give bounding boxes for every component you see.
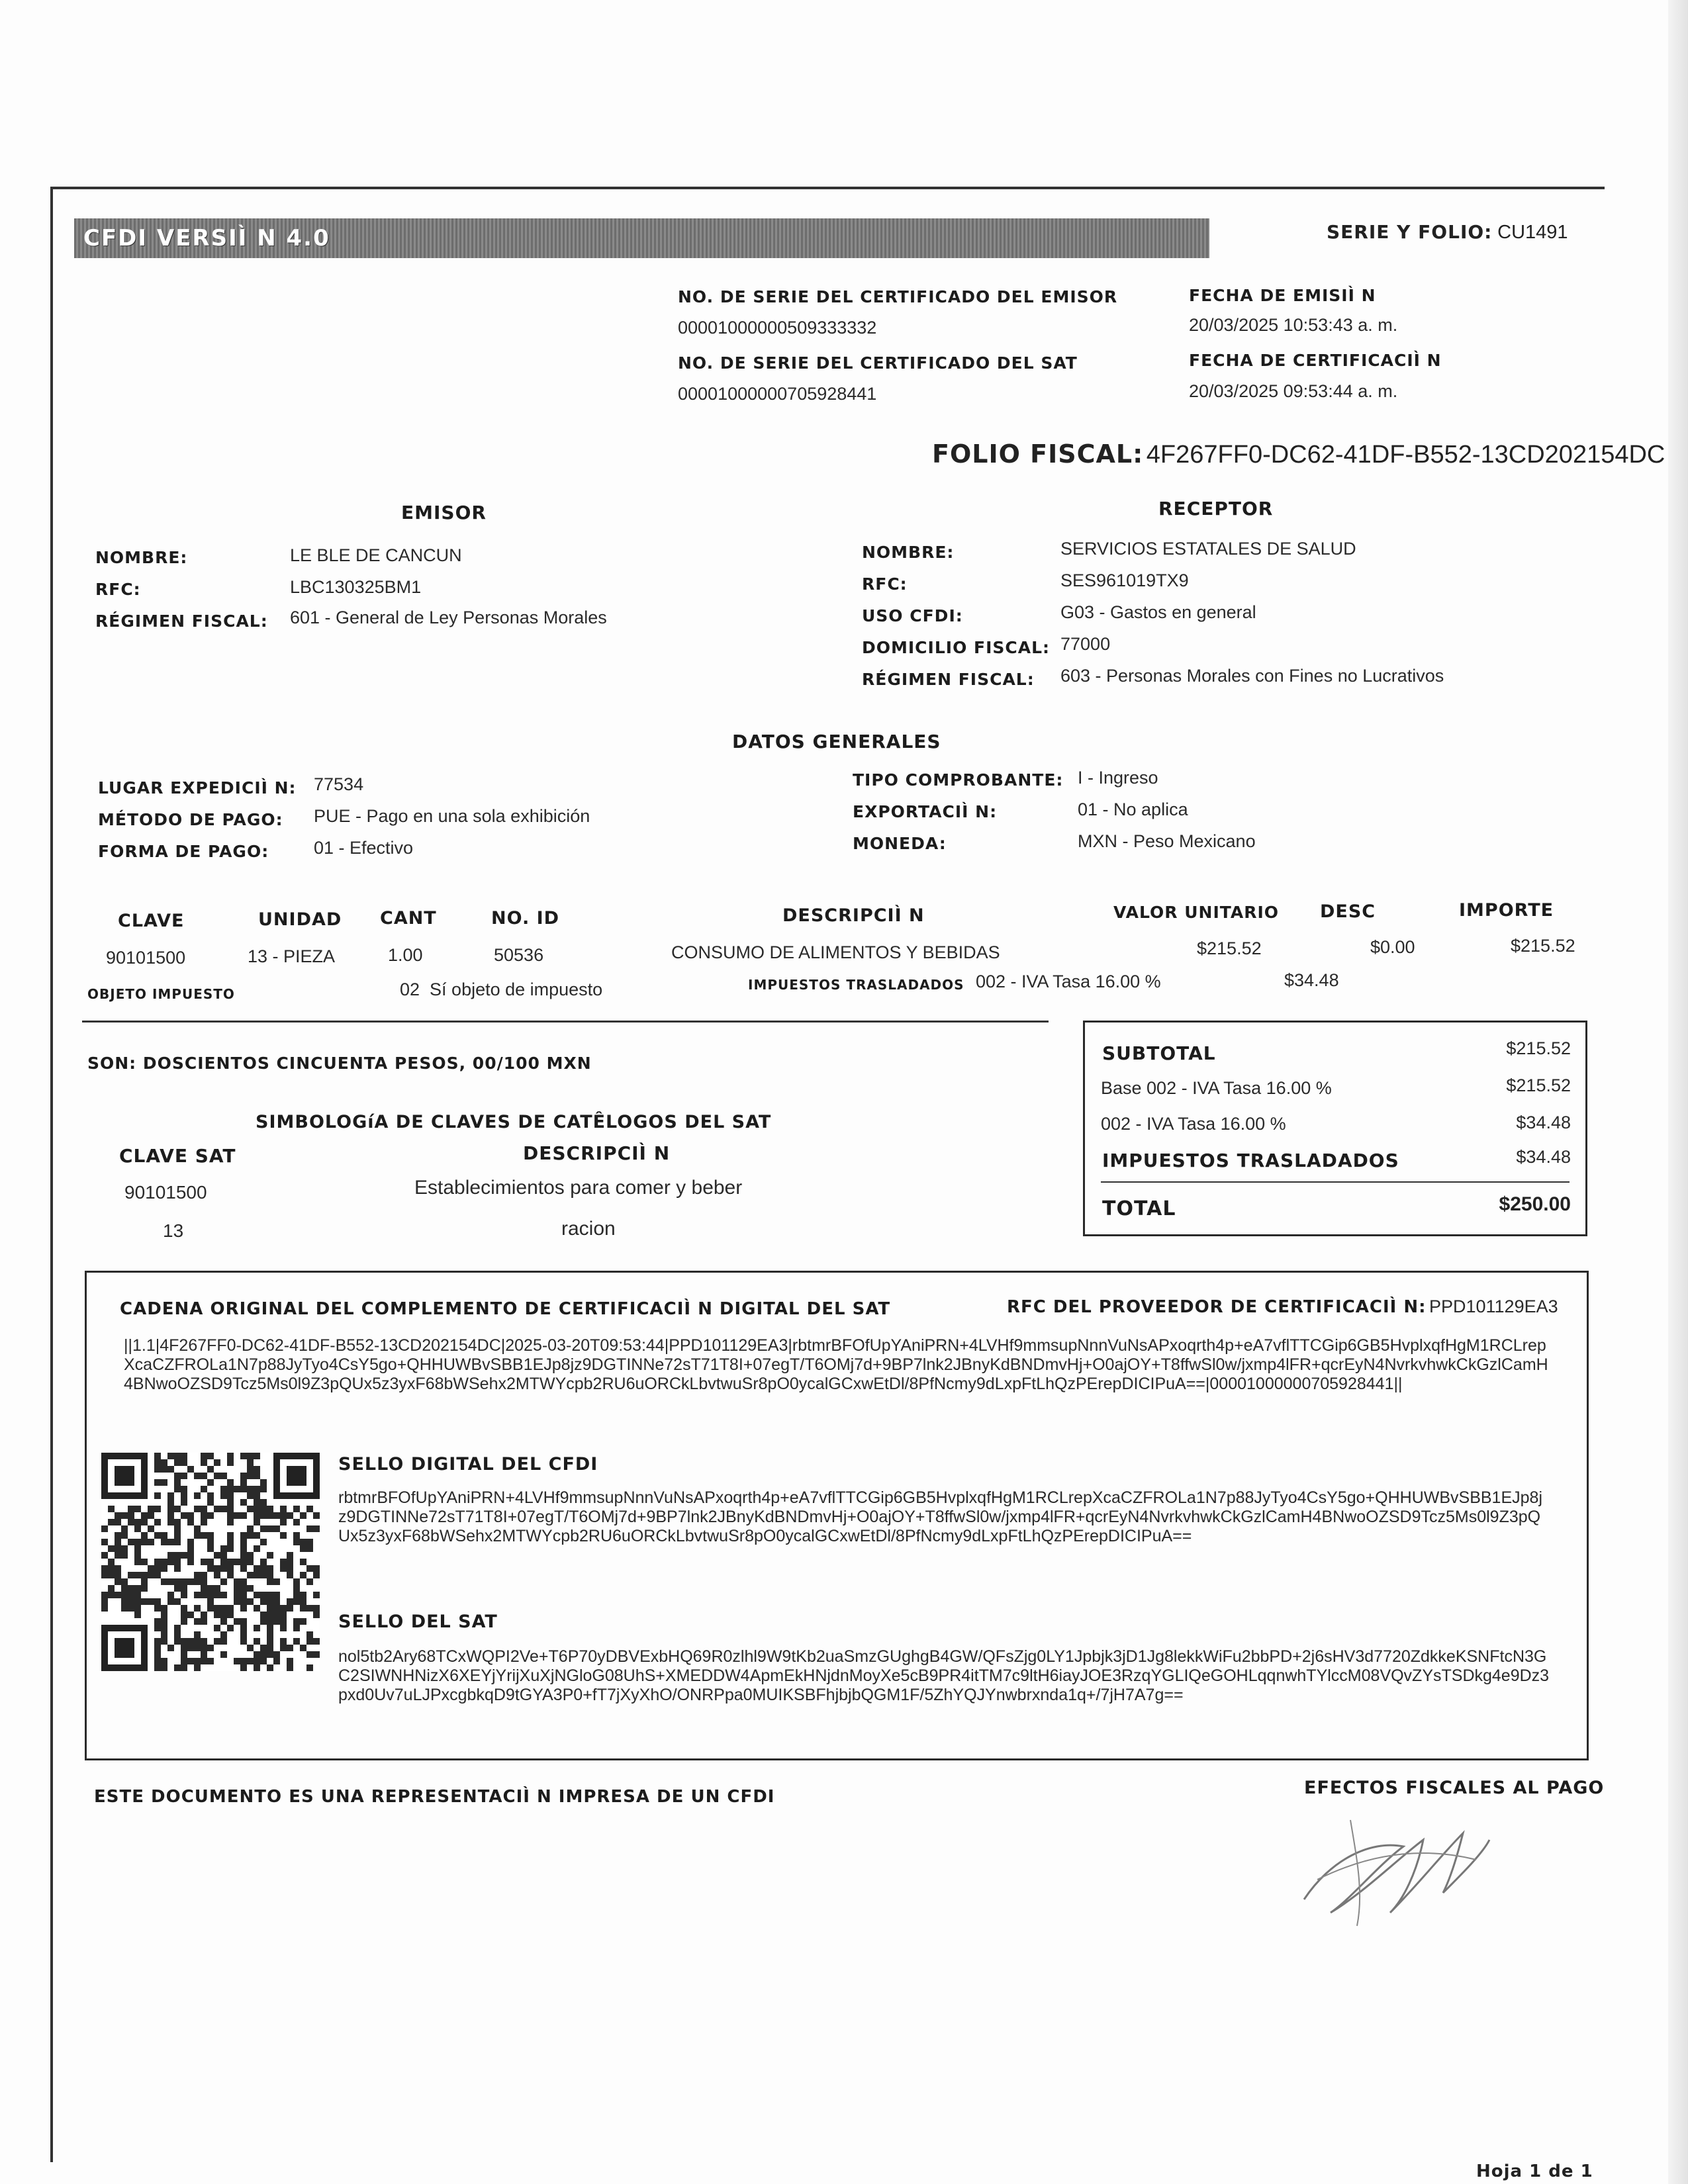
receptor-uso-value: G03 - Gastos en general: [1060, 602, 1256, 622]
qr-code-graphic: [101, 1453, 320, 1671]
iva-value: $34.48: [1516, 1113, 1571, 1132]
impuestos-trasladados-amount: $34.48: [1284, 970, 1339, 990]
serie-folio-label: SERIE Y FOLIO:: [1327, 221, 1493, 243]
simbologia-row-desc: Establecimientos para comer y beber: [414, 1177, 743, 1199]
row-unidad: 13 - PIEZA: [248, 946, 336, 966]
cfdi-version-label: CFDI VERSIÌ N 4.0: [83, 225, 330, 251]
simbologia-title: SIMBOLOGíA DE CLAVES DE CATÊLOGOS DEL SAT: [256, 1112, 772, 1132]
emisor-nombre-label: NOMBRE:: [95, 548, 188, 567]
sello-sat-label: SELLO DEL SAT: [338, 1612, 498, 1632]
col-desc: DESC: [1320, 901, 1376, 922]
folio-fiscal-value: 4F267FF0-DC62-41DF-B552-13CD202154DC: [1146, 441, 1665, 469]
emisor-rfc-value: LBC130325BM1: [290, 577, 422, 597]
representacion-impresa: ESTE DOCUMENTO ES UNA REPRESENTACIÌ N IMPRESA DE UN CFDI: [94, 1787, 775, 1807]
exportacion-label: EXPORTACIÌ N:: [853, 802, 998, 821]
col-unidad: UNIDAD: [258, 909, 342, 930]
subtotal-value: $215.52: [1506, 1038, 1571, 1058]
timbre-box: [85, 1271, 1589, 1760]
fecha-emision-label: FECHA DE EMISIÌ N: [1189, 286, 1376, 305]
sello-cfdi-label: SELLO DIGITAL DEL CFDI: [338, 1454, 598, 1475]
objeto-impuesto-value: 02 Sí objeto de impuesto: [400, 979, 603, 999]
receptor-uso-label: USO CFDI:: [862, 606, 963, 625]
emisor-cert-label: NO. DE SERIE DEL CERTIFICADO DEL EMISOR: [678, 287, 1118, 306]
row-cant: 1.00: [388, 945, 423, 965]
lugar-label: LUGAR EXPEDICIÌ N:: [98, 778, 297, 797]
sat-cert-label: NO. DE SERIE DEL CERTIFICADO DEL SAT: [678, 353, 1078, 373]
sello-sat-value: nol5tb2Ary68TCxWQPI2Ve+T6P70yDBVExbHQ69R0zlhl9W9tKb2uaSmzGUghgB4GW/QFsZjg0LY1Jpbjk3jD1Jg8lekkWiFu2bbPD+2j6sHV3d7720ZdkkeKSNFtcN3GC2SIWNHNizX6XEYjYrijXuXjNGloG08UhS+XMEDDW4ApmEkHNjdnMoyXe5cB9PR4itTM7c9ltH6iayJOE3RzqYGLIQeGOHLqqnwhTYlccM08VQvZYsTSDkg4e9Dz3pxd0Uv7uLJPxcgbkqD9tGYA3P0+fT7jXyXhO/ONRPpa0MUIKSBFhjbjbQGM1F/5ZhYQJYnwbrxnda1q+/7jH7A7g==: [338, 1647, 1550, 1704]
row-desc: $0.00: [1370, 937, 1415, 957]
signature: [1291, 1800, 1503, 1933]
moneda-value: MXN - Peso Mexicano: [1078, 831, 1256, 851]
rfc-proveedor-value: PPD101129EA3: [1429, 1297, 1558, 1316]
row-clave: 90101500: [106, 948, 186, 968]
base-value: $215.52: [1506, 1075, 1571, 1095]
forma-value: 01 - Efectivo: [314, 838, 414, 858]
base-label: Base 002 - IVA Tasa 16.00 %: [1101, 1078, 1332, 1098]
lugar-value: 77534: [314, 774, 364, 794]
emisor-nombre-value: LE BLE DE CANCUN: [290, 545, 462, 565]
fecha-emision-value: 20/03/2025 10:53:43 a. m.: [1189, 315, 1398, 335]
folio-fiscal-label: FOLIO FISCAL:: [932, 439, 1144, 469]
metodo-label: MÉTODO DE PAGO:: [98, 810, 283, 829]
efectos-fiscales: EFECTOS FISCALES AL PAGO: [1304, 1778, 1605, 1798]
right-edge-shadow: [1668, 0, 1688, 2184]
simbologia-col-clave: CLAVE SAT: [119, 1145, 236, 1167]
qr-code: [101, 1453, 320, 1671]
col-clave: CLAVE: [118, 911, 185, 931]
emisor-regimen-label: RÉGIMEN FISCAL:: [95, 612, 268, 631]
fecha-cert-value: 20/03/2025 09:53:44 a. m.: [1189, 381, 1398, 401]
col-cant: CANT: [380, 908, 437, 929]
receptor-rfc-value: SES961019TX9: [1060, 570, 1189, 590]
receptor-regimen-value: 603 - Personas Morales con Fines no Lucrativos: [1060, 666, 1444, 686]
simbologia-col-desc: DESCRIPCIÌ N: [523, 1142, 671, 1164]
row-descripcion: CONSUMO DE ALIMENTOS Y BEBIDAS: [671, 942, 1000, 962]
total-divider: [1101, 1181, 1570, 1183]
receptor-nombre-value: SERVICIOS ESTATALES DE SALUD: [1060, 539, 1356, 559]
subtotal-label: SUBTOTAL: [1102, 1042, 1216, 1064]
trasladados-label: IMPUESTOS TRASLADADOS: [1102, 1150, 1399, 1171]
receptor-rfc-label: RFC:: [862, 574, 908, 594]
tipo-value: I - Ingreso: [1078, 768, 1158, 788]
fecha-cert-label: FECHA DE CERTIFICACIÌ N: [1189, 351, 1442, 370]
cadena-label: CADENA ORIGINAL DEL COMPLEMENTO DE CERTIFICACIÌ N DIGITAL DEL SAT: [120, 1299, 891, 1319]
tipo-label: TIPO COMPROBANTE:: [853, 770, 1064, 790]
iva-label: 002 - IVA Tasa 16.00 %: [1101, 1114, 1286, 1134]
serie-folio: [1327, 221, 1568, 244]
col-no-id: NO. ID: [491, 908, 560, 929]
forma-label: FORMA DE PAGO:: [98, 842, 269, 861]
exportacion-value: 01 - No aplica: [1078, 799, 1188, 819]
cfdi-version-bar: [74, 218, 1209, 258]
importe-letra: SON: DOSCIENTOS CINCUENTA PESOS, 00/100 MXN: [87, 1054, 592, 1073]
left-border: [50, 187, 53, 2162]
simbologia-row-desc: racion: [561, 1218, 616, 1240]
page-number: Hoja 1 de 1: [1476, 2161, 1593, 2181]
sat-cert-value: 00001000000705928441: [678, 384, 877, 404]
serie-folio-value: CU1491: [1497, 222, 1568, 243]
conceptos-divider: [82, 1021, 1049, 1023]
moneda-label: MONEDA:: [853, 834, 947, 853]
objeto-impuesto-label: OBJETO IMPUESTO: [87, 986, 235, 1002]
trasladados-value: $34.48: [1516, 1147, 1571, 1167]
folio-fiscal: [932, 439, 1665, 469]
emisor-rfc-label: RFC:: [95, 580, 141, 599]
receptor-domicilio-label: DOMICILIO FISCAL:: [862, 638, 1051, 657]
emisor-regimen-value: 601 - General de Ley Personas Morales: [290, 608, 607, 627]
cadena-value: ||1.1|4F267FF0-DC62-41DF-B552-13CD202154DC|2025-03-20T09:53:44|PPD101129EA3|rbtmrBFOfUpYAniPRN+4LVHf9mmsupNnnVuNsAPxoqrth4p+eA7vflTTCGip6GB5HvplxqfHgM1RCLrepXcaCZFROLa1N7p88JyTyo4CsY5go+QHHUWBvSBB1EJp8jz9DGTINNe72sT71T8I+07egT/T6OMj7d+9BP7lnk2JBnyKdBNDmvHj+O0ajOY+T8ffwSl0w/jxmp4lFR+qcrEyN4NvrkvhwkCkGzlCamH4BNwoOZSD9Tcz5Ms0l9Z3pQUx5z3yxF68bWSehx2MTWYcpb2RU6uORCkLbvtwuSr8pO0ycalGCxwEtDl/8PfNcmy9dLxpFtLhQzPErepDICIPuA==|00001000000705928441||: [124, 1336, 1548, 1393]
rfc-proveedor-label: RFC DEL PROVEEDOR DE CERTIFICACIÌ N:: [1007, 1297, 1427, 1317]
metodo-value: PUE - Pago en una sola exhibición: [314, 806, 590, 826]
col-valor-unitario: VALOR UNITARIO: [1113, 903, 1280, 922]
sello-cfdi-value: rbtmrBFOfUpYAniPRN+4LVHf9mmsupNnnVuNsAPxoqrth4p+eA7vflTTCGip6GB5HvplxqfHgM1RCLrepXcaCZFROLa1N7p88JyTyo4CsY5go+QHHUWBvSBB1EJp8jz9DGTINNe72sT71T8I+07egT/T6OMj7d+9BP7lnk2JBnyKdBNDmvHj+O0ajOY+T8ffwSl0w/jxmp4lFR+qcrEyN4NvrkvhwkCkGzlCamH4BNwoOZSD9Tcz5Ms0l9Z3pQUx5z3yxF68bWSehx2MTWYcpb2RU6uORCkLbvtwuSr8pO0ycalGCxwEtDl/8PfNcmy9dLxpFtLhQzPErepDICIPuA==: [338, 1488, 1542, 1545]
impuestos-trasladados-label: IMPUESTOS TRASLADADOS: [748, 977, 964, 993]
row-no-id: 50536: [494, 945, 544, 965]
row-valor-unitario: $215.52: [1197, 938, 1262, 958]
col-descripcion: DESCRIPCIÌ N: [782, 905, 925, 926]
impuestos-trasladados-value: 002 - IVA Tasa 16.00 %: [976, 972, 1161, 991]
rfc-proveedor: [1007, 1297, 1558, 1317]
emisor-title: EMISOR: [401, 502, 487, 523]
receptor-title: RECEPTOR: [1158, 498, 1274, 520]
receptor-regimen-label: RÉGIMEN FISCAL:: [862, 670, 1035, 689]
receptor-domicilio-value: 77000: [1060, 634, 1111, 654]
emisor-cert-value: 00001000000509333332: [678, 318, 877, 338]
col-importe: IMPORTE: [1459, 900, 1554, 921]
simbologia-row-clave: 90101500: [124, 1182, 207, 1203]
receptor-nombre-label: NOMBRE:: [862, 543, 955, 562]
totales-box: [1083, 1021, 1587, 1236]
top-border: [52, 187, 1605, 189]
row-importe: $215.52: [1511, 936, 1575, 956]
simbologia-row-clave: 13: [163, 1220, 184, 1241]
total-value: $250.00: [1499, 1193, 1571, 1215]
total-label: TOTAL: [1102, 1197, 1176, 1220]
datos-generales-title: DATOS GENERALES: [732, 731, 941, 752]
